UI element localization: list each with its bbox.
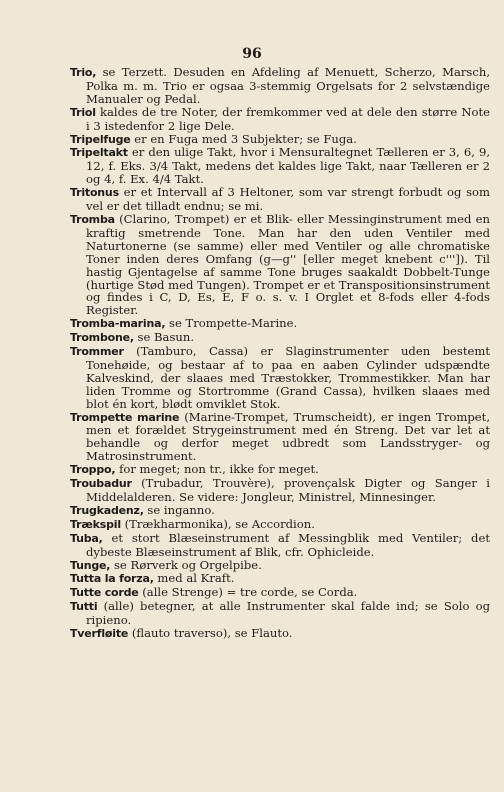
entry-headword: Troppo, [70,463,116,477]
entry-body: er en Fuga med 3 Subjekter; se Fuga. [134,131,357,146]
entry-body: med al Kraft. [157,571,235,586]
entry-body: et stort Blæseinstrument af Messingblik med Ventiler; det dybeste Blæseinstrument af Blik, cfr. Ophicleide. [86,530,490,559]
entry [70,186,490,213]
entry-headword: Trugkadenz, [70,503,144,517]
entry-headword: Tutta la forza, [70,572,154,586]
entry-body: (flauto traverso), se Flauto. [131,626,293,641]
entry [70,133,490,147]
entry [70,572,490,586]
entry-body: (Trubadur, Trouvère), provençalsk Digter og Sanger i Middelalderen. Se videre: Jongleur, Ministrel, Minnesinger. [86,476,491,504]
entry [70,331,490,345]
entry [70,345,490,411]
entry [70,600,490,627]
entry [70,586,490,600]
entry [70,477,490,504]
entry [70,411,490,464]
entry [70,532,490,559]
entry-headword: Tutte corde [70,586,139,600]
entry [70,504,490,518]
entry-body: se Rørverk og Orgelpibe. [113,557,262,572]
entry [70,213,490,317]
entry [70,146,490,186]
entry-headword: Trommer [70,345,124,359]
entry [70,627,490,641]
entry-body: for meget; non tr., ikke for meget. [119,462,319,477]
entry [70,463,490,477]
entry-body: (Clarino, Trompet) er et Blik- eller Messinginstrument med en kraftig smetrende Tone. Man har den uden Ventiler med Naturtonerne (se samme) eller med Ventiler og alle chromatiske Toner inden deres Omfang (g—g'' [eller meget knebent c''']). Til hastig Gjentagelse af samme Tone bruges saakaldt Dobbelt-Tunge (hurtige Stød med Tungen). Trompet er et Transpositionsinstrument og findes i C, D, Es, E, F o. s. v. I Orglet et 8-fods eller 4-fods Register. [86,211,491,318]
dictionary-entries [70,66,490,641]
entry-body: se inganno. [147,502,215,517]
entry-body: (Trækharmonika), se Accordion. [124,516,315,531]
entry-headword: Tritonus [70,186,119,200]
entry [70,66,490,106]
entry [70,317,490,331]
entry-body: er den ulige Takt, hvor i Mensuraltegnet Tælleren er 3, 6, 9, 12, f. Eks. 3/4 Takt, medens det kaldes lige Takt, naar Tælleren er 2 og 4, f. Ex. 4/4 Takt. [86,145,491,187]
entry-body: (alle) betegner, at alle Instrumenter skal falde ind; se Solo og ripieno. [86,599,490,628]
entry-headword: Tutti [70,600,98,614]
entry-headword: Tromba-marina, [70,317,166,331]
entry [70,106,490,133]
entry-body: kaldes de tre Noter, der fremkommer ved at dele den større Note i 3 istedenfor 2 lige Dele. [86,104,491,133]
entry-body: se Trompette-Marine. [169,316,298,331]
entry-headword: Tunge, [70,558,111,572]
entry-headword: Tromba [70,212,115,226]
entry-headword: Trio, [70,66,97,79]
entry-body: (alle Strenge) = tre corde, se Corda. [142,585,358,600]
entry [70,559,490,573]
entry-headword: Trompette marine [70,410,180,424]
entry-headword: Trækspil [70,517,121,531]
entry-headword: Tverfløite [70,627,129,641]
entry-headword: Tripeltakt [70,146,128,160]
entry-body: se Basun. [137,330,195,345]
entry-body: (Marine-Trompet, Trumscheidt), er ingen Trompet, men et forældet Strygeinstrument med én Streng. Det var let at behandle og derfor meget udbredt som Landsstryger- og Matrosinstrument. [86,409,490,464]
entry-headword: Tripelfuge [70,132,131,146]
entry-headword: Tuba, [70,531,103,545]
entry [70,518,490,532]
entry-headword: Trombone, [70,331,134,345]
entry-headword: Troubadur [70,477,132,491]
entry-body: se Terzett. Desuden en Afdeling af Menuett, Scherzo, Marsch, Polka m. m. Trio er ogsaa 3-stemmig Orgelsats for 2 selvstændige Manualer og Pedal. [86,65,491,106]
page-number: 96 [242,46,262,62]
entry-body: (Tamburo, Cassa) er Slaginstrumenter uden bestemt Tonehøide, og bestaar af to paa en aaben Cylinder udspændte Kalveskind, der slaaes med Træstokker, Trommestikker. Man har liden Tromme og Stortromme (Grand Cassa), hvilken slaaes med blot én kort, blødt omviklet Stok. [86,344,491,411]
entry-body: er et Intervall af 3 Heltoner, som var strengt forbudt og som vel er det tilladt endnu; se mi. [86,185,490,214]
entry-headword: Triol [70,105,96,119]
